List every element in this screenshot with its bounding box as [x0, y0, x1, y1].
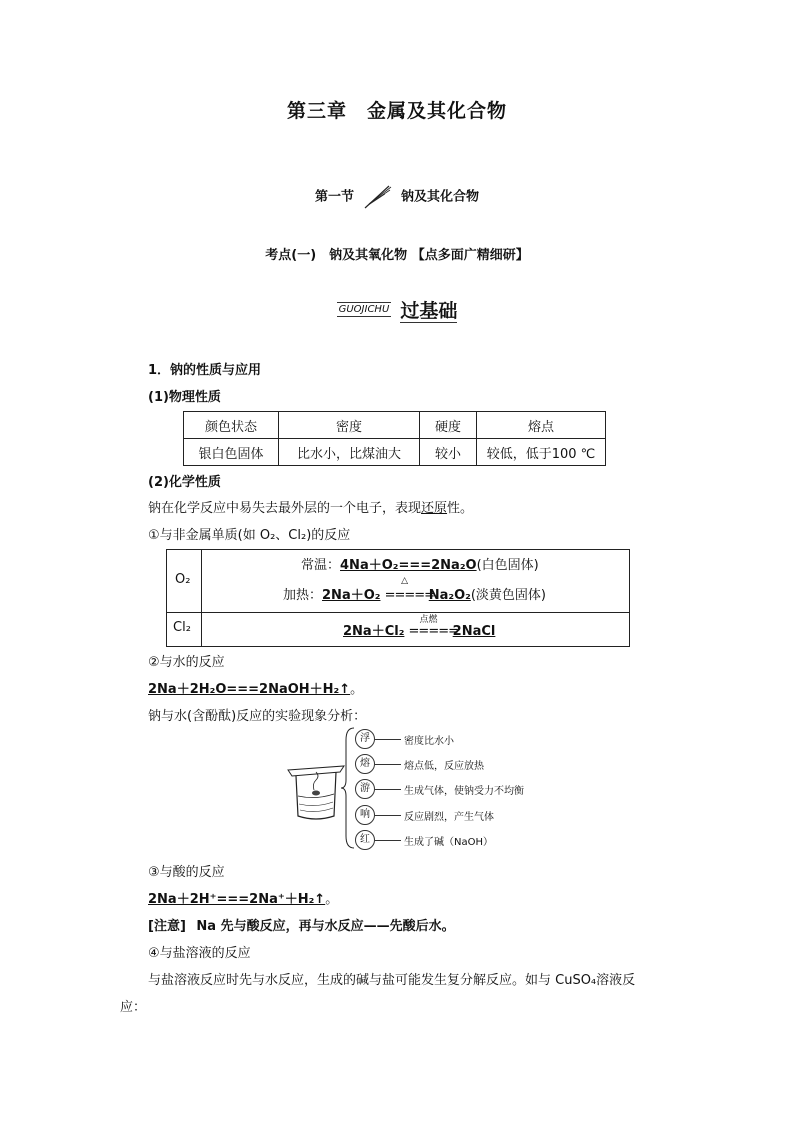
acid-reaction-equation: 2Na＋2H⁺===2Na⁺＋H₂↑ — [148, 892, 326, 907]
table-header: 密度 — [279, 412, 420, 439]
cl2-left: 2Na＋Cl₂ — [343, 624, 405, 639]
note-label: [注意] — [148, 919, 186, 934]
o2-heat-label: 加热： — [283, 588, 323, 603]
observation-swim-text: 生成气体，使钠受力不均衡 — [404, 786, 524, 797]
table-row — [184, 439, 606, 466]
observation-leader-line — [375, 764, 401, 765]
table-header: 颜色状态 — [184, 412, 279, 439]
chem-intro-b: 还原 — [421, 501, 448, 516]
o2-heat-line — [283, 576, 546, 603]
sentence-end: 。 — [350, 682, 364, 697]
observation-leader-line — [375, 739, 401, 740]
reaction-4-text-2: 应： — [120, 1000, 147, 1015]
reaction-2-title: ②与水的反应 — [148, 655, 225, 670]
table-cell: 较小 — [420, 439, 477, 466]
o2-heat-right: Na₂O₂ — [428, 588, 471, 603]
observation-leader-line — [375, 789, 401, 790]
note-line — [148, 915, 455, 934]
observation-sound-icon: 响 — [355, 805, 375, 825]
reaction-4-title: ④与盐溶液的反应 — [148, 946, 251, 961]
observation-red-text: 生成了碱（NaOH） — [404, 837, 493, 848]
physical-properties-table — [183, 411, 606, 466]
chem-intro-a: 钠在化学反应中易失去最外层的一个电子，表现 — [148, 501, 422, 516]
table-cell: 银白色固体 — [184, 439, 279, 466]
observation-float-icon: 浮 — [355, 729, 375, 749]
note-text: Na 先与酸反应，再与水反应——先酸后水。 — [196, 919, 455, 934]
cl2-right: 2NaCl — [452, 624, 496, 639]
box-divider-horizontal — [167, 612, 629, 613]
chem-intro-c: 性。 — [447, 501, 474, 516]
cl2-line — [343, 615, 496, 639]
observation-red-icon: 红 — [355, 830, 375, 850]
o2-room-line — [301, 554, 539, 573]
table-cell: 较低，低于100 ℃ — [477, 439, 606, 466]
o2-room-label: 常温： — [301, 558, 341, 573]
sentence-end: 。 — [325, 892, 339, 907]
observation-melt-icon: 熔 — [355, 754, 375, 774]
reaction-4-text-1: 与盐溶液反应时先与水反应，生成的碱与盐可能发生复分解反应。如与 CuSO₄溶液反 — [148, 973, 636, 988]
reaction-3-line — [148, 888, 338, 907]
quill-icon — [363, 184, 393, 210]
observation-float-text: 密度比水小 — [404, 736, 454, 747]
banner — [0, 296, 794, 323]
reaction-2-line — [148, 678, 363, 697]
observation-bracket — [340, 726, 356, 854]
o2-heat-left: 2Na＋O₂ — [322, 588, 381, 603]
analysis-title: 钠与水(含酚酞)反应的实验现象分析： — [148, 709, 367, 724]
water-reaction-equation: 2Na＋2H₂O===2NaOH＋H₂↑ — [148, 682, 351, 697]
heading-chemical: (2)化学性质 — [148, 475, 221, 490]
o2-heat-note: (淡黄色固体) — [470, 588, 546, 603]
table-header-row — [184, 412, 606, 439]
nonmetal-reaction-box — [166, 549, 630, 647]
heat-condition: △ — [401, 576, 409, 586]
table-cell: 比水小，比煤油大 — [279, 439, 420, 466]
chapter-title: 第三章 金属及其化合物 — [286, 100, 507, 122]
table-header: 硬度 — [420, 412, 477, 439]
o2-room-note: (白色固体) — [476, 558, 539, 573]
reaction-arrow: △ ===== — [384, 576, 435, 603]
cl2-label: Cl₂ — [173, 620, 191, 635]
heading-sodium-properties: 1．钠的性质与应用 — [148, 363, 262, 378]
reaction-3-title: ③与酸的反应 — [148, 865, 225, 880]
beaker-illustration — [286, 760, 346, 826]
chem-intro — [148, 497, 473, 516]
table-header: 熔点 — [477, 412, 606, 439]
reaction-1-title: ①与非金属单质(如 O₂、Cl₂)的反应 — [148, 528, 351, 543]
observation-leader-line — [375, 815, 401, 816]
o2-room-equation: 4Na＋O₂===2Na₂O — [340, 558, 477, 573]
observation-sound-text: 反应剧烈，产生气体 — [404, 812, 494, 823]
ignite-condition: 点燃 — [419, 615, 438, 625]
observation-melt-text: 熔点低，反应放热 — [404, 761, 484, 772]
observation-swim-icon: 游 — [355, 779, 375, 799]
observation-leader-line — [375, 840, 401, 841]
section-title — [0, 184, 794, 210]
heading-physical: (1)物理性质 — [148, 390, 221, 405]
banner-en: GUOJICHU — [338, 304, 390, 315]
box-divider-vertical — [201, 550, 202, 646]
o2-label: O₂ — [175, 572, 191, 587]
section-name: 钠及其化合物 — [401, 189, 480, 205]
banner-zh: 过基础 — [400, 300, 458, 322]
topic-title: 考点(一) 钠及其氧化物 【点多面广精细研】 — [265, 248, 529, 263]
reaction-arrow: 点燃 ===== — [409, 624, 449, 639]
section-prefix: 第一节 — [314, 189, 354, 205]
